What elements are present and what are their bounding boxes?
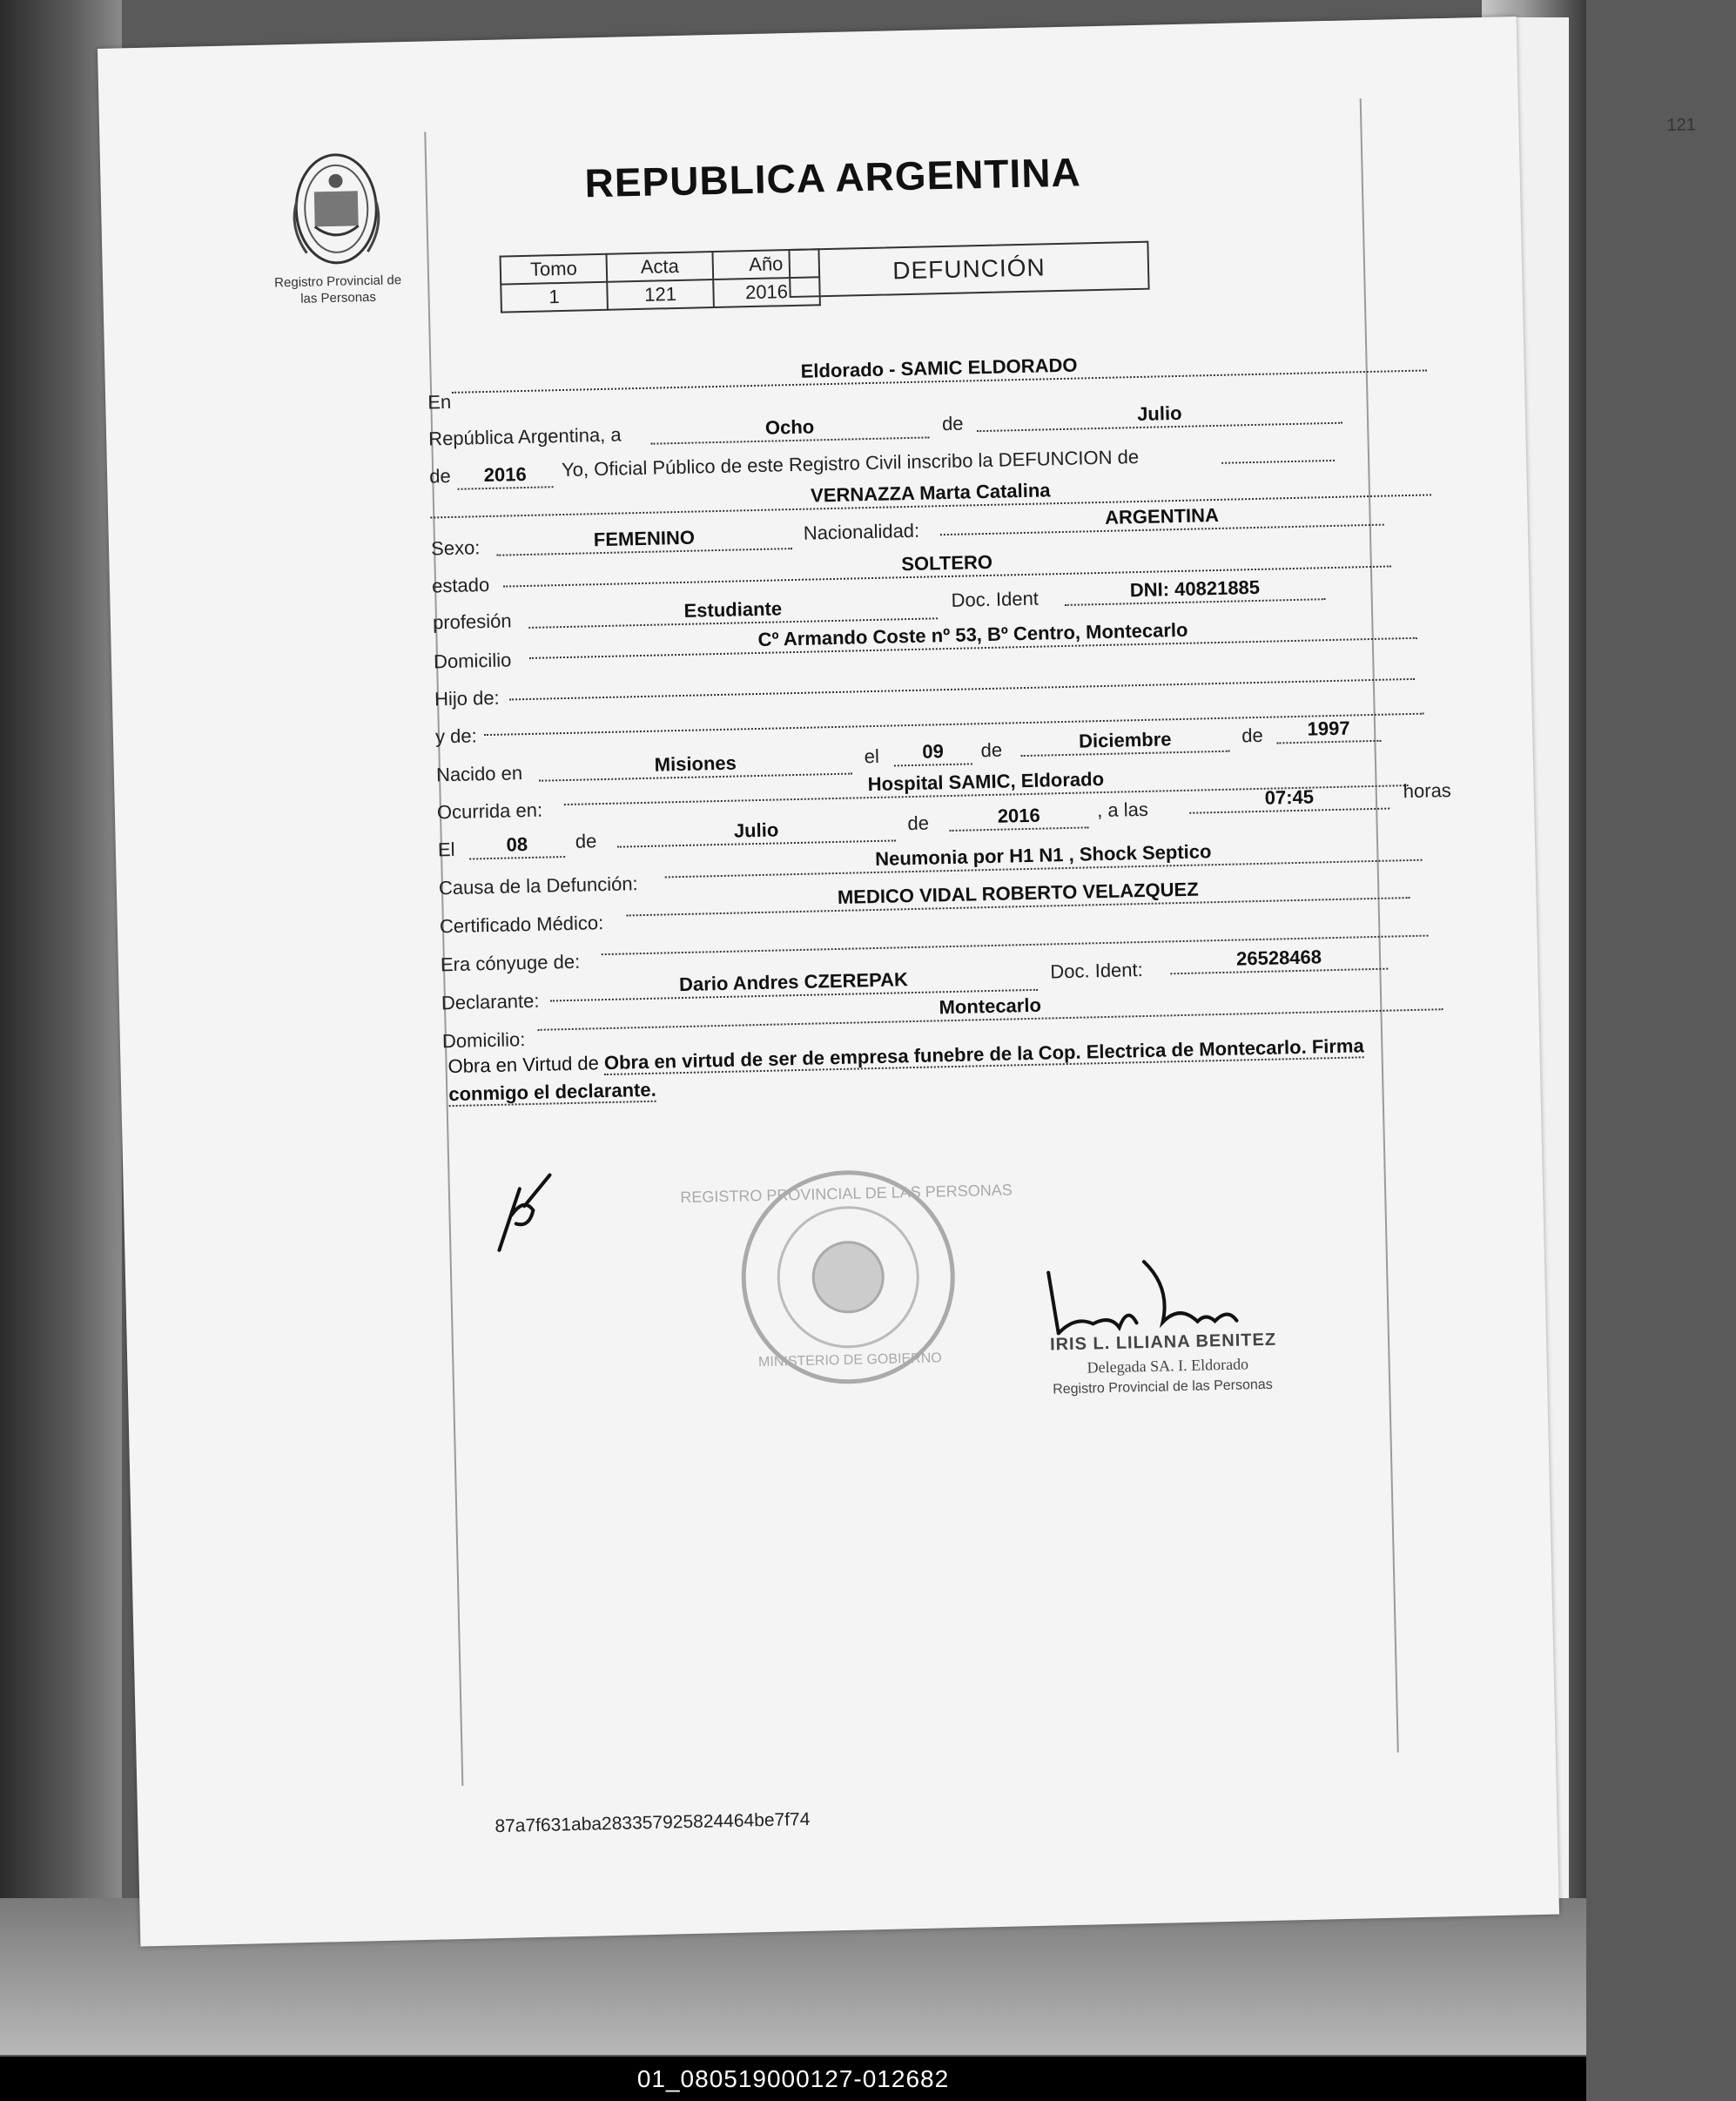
profesion-field: Estudiante xyxy=(528,594,939,629)
logo-caption-line2: las Personas xyxy=(300,289,377,306)
nacionalidad-field: ARGENTINA xyxy=(939,501,1384,536)
de-label-3: de xyxy=(980,738,1003,762)
a-las-label: , a las xyxy=(1096,798,1149,822)
certificado-label: Certificado Médico: xyxy=(439,912,604,938)
domicilio-field-2: Montecarlo xyxy=(537,985,1443,1031)
de-label-6: de xyxy=(907,811,930,835)
causa-label: Causa de la Defunción: xyxy=(438,872,638,899)
obra-field: Obra en virtud de ser de empresa funebre de la Cop. Electrica de Montecarlo. Firma conmigo el declarante. xyxy=(448,1034,1364,1106)
conyuge-label: Era cónyuge de: xyxy=(440,950,581,976)
death-year-field: 2016 xyxy=(949,803,1089,832)
nacionalidad-label: Nacionalidad: xyxy=(803,519,920,544)
obra-label: Obra en Virtud de xyxy=(447,1052,600,1078)
logo-caption xyxy=(251,272,426,309)
republica-label: República Argentina, a xyxy=(427,423,622,450)
domicilio-label: Domicilio xyxy=(433,649,512,673)
hijo-de-label: Hijo de: xyxy=(434,686,500,710)
doc-ident-field: DNI: 40821885 xyxy=(1064,575,1326,606)
record-type-box: DEFUNCIÓN xyxy=(788,241,1149,298)
place-field: Eldorado - SAMIC ELDORADO xyxy=(451,346,1426,393)
profesion-label: profesión xyxy=(432,609,512,634)
obra-paragraph xyxy=(447,1031,1408,1108)
de-label-2: de xyxy=(428,464,451,488)
footer-id: 01_080519000127-012682 xyxy=(0,2057,1586,2101)
doc-ident-label: Doc. Ident xyxy=(951,587,1040,611)
day-word-field: Ocho xyxy=(650,413,930,444)
birth-day-field: 09 xyxy=(893,739,972,766)
acta-header: Acta xyxy=(607,252,714,282)
domicilio-field: Cº Armando Coste nº 53, Bº Centro, Montecarlo xyxy=(528,614,1416,659)
doc-ident-label-2: Doc. Ident: xyxy=(1050,959,1143,983)
ocurrida-en-field: Hospital SAMIC, Eldorado xyxy=(563,761,1408,805)
birth-month-field: Diciembre xyxy=(1020,727,1230,757)
deceased-name-field: VERNAZZA Marta Catalina xyxy=(430,470,1431,518)
sexo-field: FEMENINO xyxy=(496,524,793,556)
domicilio-label-2: Domicilio: xyxy=(441,1028,526,1053)
stamp-outer-text: REGISTRO PROVINCIAL DE LAS PERSONAS xyxy=(680,1181,1013,1207)
birth-year-field: 1997 xyxy=(1276,717,1382,744)
statement-trailing-field xyxy=(1221,436,1335,464)
el-label-2: El xyxy=(437,838,455,861)
certificado-field: MEDICO VIDAL ROBERTO VELAZQUEZ xyxy=(626,873,1410,916)
sexo-label: Sexo: xyxy=(430,536,481,560)
de-label-5: de xyxy=(575,830,597,852)
anio-value: 2016 xyxy=(713,277,820,307)
certificate-page xyxy=(98,17,1697,1946)
tomo-value: 1 xyxy=(501,282,608,313)
causa-field: Neumonia por H1 N1 , Shock Septico xyxy=(664,836,1422,879)
logo-caption-line1: Registro Provincial de xyxy=(274,273,402,291)
official-organization: Registro Provincial de las Personas xyxy=(1053,1377,1273,1397)
coat-of-arms-icon xyxy=(287,147,386,271)
official-role: Delegada SA. I. Eldorado xyxy=(1087,1355,1249,1377)
certificate-content xyxy=(422,115,1697,1837)
doc-ident-field-2: 26528468 xyxy=(1170,945,1389,975)
official-name: IRIS L. LILIANA BENITEZ xyxy=(1049,1330,1277,1355)
declarante-field: Dario Andres CZEREPAK xyxy=(549,966,1038,1002)
official-stamp-icon xyxy=(680,1162,1013,1393)
nacido-en-label: Nacido en xyxy=(435,762,523,786)
horas-label: horas xyxy=(1403,778,1452,803)
tomo-header: Tomo xyxy=(501,254,608,285)
reference-value-row xyxy=(501,277,820,312)
estado-field: SOLTERO xyxy=(502,542,1390,587)
ocurrida-en-label: Ocurrida en: xyxy=(436,798,543,824)
reference-table xyxy=(500,248,821,313)
death-month-field: Julio xyxy=(616,816,896,847)
nacido-en-field: Misiones xyxy=(539,750,853,782)
en-label: En xyxy=(427,390,452,414)
year-field: 2016 xyxy=(457,462,554,489)
page-number: 121 xyxy=(1666,115,1697,136)
stamp-inner-text: MINISTERIO DE GOBIERNO xyxy=(757,1350,942,1370)
estado-label: estado xyxy=(431,573,490,597)
anio-header: Año xyxy=(712,249,819,279)
de-label-1: de xyxy=(941,412,964,435)
month-field: Julio xyxy=(977,399,1343,433)
y-de-label: y de: xyxy=(434,724,477,748)
document-hash: 87a7f631aba283357925824464be7f74 xyxy=(495,1808,811,1837)
death-time-field: 07:45 xyxy=(1189,785,1390,814)
page-title: REPUBLICA ARGENTINA xyxy=(584,149,1082,206)
statement-text: Yo, Oficial Público de este Registro Civil inscribo la DEFUNCION de xyxy=(561,445,1140,481)
declarant-signature-icon xyxy=(480,1162,577,1259)
acta-value: 121 xyxy=(607,279,714,310)
declarante-label: Declarante: xyxy=(441,989,540,1014)
de-label-4: de xyxy=(1241,724,1263,747)
death-day-field: 08 xyxy=(469,832,566,859)
el-label-1: el xyxy=(864,744,880,768)
